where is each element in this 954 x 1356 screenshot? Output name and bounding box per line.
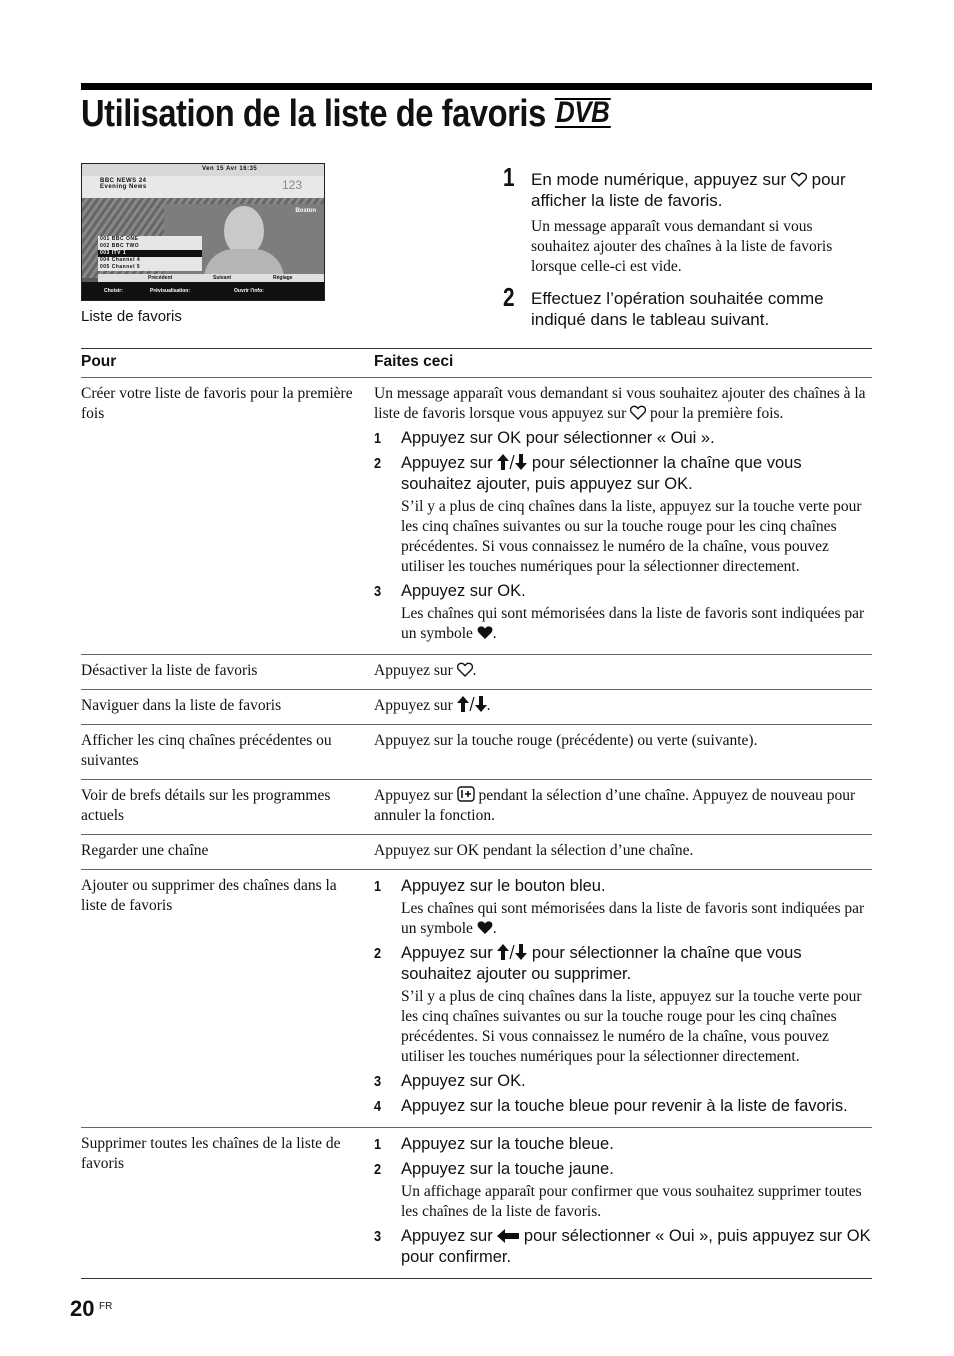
substep-note-text: Les chaînes qui sont mémorisées dans la liste de favoris sont indiquées par un symbole [401,605,865,642]
tv-nav-next: Suivant [213,275,232,281]
tv-nav-prev: Précédent [148,275,173,281]
tv-channel-number: 123 [281,178,302,192]
substep-text [401,1226,872,1268]
substep-note-text: Les chaînes qui sont mémorisées dans la liste de favoris sont indiquées par un symbole [401,900,865,937]
table-row [81,724,872,779]
substep-text [401,943,872,985]
substep [374,1226,872,1268]
tv-bottom-bar [82,282,324,301]
substep-text-b: pour sélectionner la chaîne que vous souhaitez ajouter, puis appuyez sur OK. [401,454,802,493]
tv-channel-name: BBC NEWS 24 [100,178,147,184]
substep-text-b: pour sélectionner « Oui », puis appuyez sur OK pour confirmer. [401,1227,871,1266]
row-instructions [374,876,872,1117]
substep [374,581,872,602]
screenshot-caption: Liste de favoris [81,308,182,325]
row-instructions: Appuyez sur OK pendant la sélection d’une chaîne. [374,842,694,859]
substep [374,428,872,449]
substep-number: 3 [374,583,382,600]
table-header [81,349,872,377]
tv-bottom-open: Ouvrir l'info: [234,288,264,294]
substep-text-a: Appuyez sur [401,944,493,962]
favorite-heart-icon [630,405,646,420]
substep-text: Appuyez sur la touche jaune. [401,1160,614,1178]
substep [374,943,872,985]
tv-bottom-preview: Prévisualisation: [150,288,191,294]
tv-location: Boston [295,208,316,214]
row-instructions-text: Appuyez sur [374,697,453,714]
tv-favorites-list [98,236,202,271]
step-2-number: 2 [503,282,515,312]
substep-text: Appuyez sur OK pour sélectionner « Oui ». [401,429,715,447]
row-instructions-text-a: Appuyez sur [374,787,453,804]
substep [374,453,872,495]
substep-number: 3 [374,1073,382,1090]
row-action: Naviguer dans la liste de favoris [81,697,282,714]
row-action: Créer votre liste de favoris pour la première fois [81,385,353,422]
page-title [81,93,611,136]
substep-note: S’il y a plus de cinq chaînes dans la liste, appuyez sur la touche verte pour les cinq chaînes suivantes ou sur la touche rouge pour les cinq chaînes précédentes. Si vous connaissez le numéro de la chaîne, vous pouvez utiliser les touches numériques pour la sélectionner directement. [401,988,862,1065]
tv-list-item: 001 BBC ONE [100,236,139,242]
substep-text: Appuyez sur OK. [401,582,526,600]
tv-date: Ven 15 Avr 16:35 [202,166,258,172]
row-instructions-text: Appuyez sur [374,662,453,679]
tv-programme-name: Evening News [100,184,147,190]
row-action: Voir de brefs détails sur les programmes actuels [81,787,331,824]
substep [374,876,872,897]
row-action: Afficher les cinq chaînes précédentes ou suivantes [81,732,332,769]
step-1-number: 1 [503,162,515,192]
substep-note: Les chaînes qui sont mémorisées dans la liste de favoris sont indiquées par un symbole . [401,605,865,642]
table-bottom-rule [81,1278,872,1279]
page-title-text: Utilisation de la liste de favoris [81,93,546,135]
row-instructions [374,786,872,826]
substep [374,1071,872,1092]
favorite-heart-icon [791,172,807,187]
table-header-pour: Pour [81,353,117,370]
actions-table [81,348,872,1279]
step-1-text [531,169,871,211]
substep-text-a: Appuyez sur [401,1227,493,1245]
row-action: Désactiver la liste de favoris [81,662,258,679]
tv-list-item: 004 Channel 4 [100,257,141,263]
row-action: Supprimer toutes les chaînes de la liste de favoris [81,1135,341,1172]
step-2-text: Effectuez l’opération souhaitée comme indiqué dans le tableau suivant. [531,289,824,329]
tv-nav-settings: Réglage [273,275,293,281]
table-row [81,654,872,689]
row-intro-text-a: Un message apparaît vous demandant si vous souhaitez ajouter des chaînes à la liste de favoris lorsque vous appuyez sur [374,385,866,422]
substep-number: 2 [374,455,382,472]
substep-number: 4 [374,1098,382,1115]
title-rule [81,83,872,90]
substep-number: 2 [374,945,382,962]
substep [374,1159,872,1180]
substep-number: 1 [374,430,382,447]
step-1-text-a: En mode numérique, appuyez sur [531,170,787,189]
row-action: Regarder une chaîne [81,842,209,859]
tv-channel-info [100,178,147,190]
substep-text: Appuyez sur OK. [401,1072,526,1090]
up-down-arrows-icon [497,944,527,960]
dvb-logo-icon: DVB [556,96,610,129]
substep-text: Appuyez sur la touche bleue pour revenir à la liste de favoris. [401,1097,848,1115]
substep-note: S’il y a plus de cinq chaînes dans la liste, appuyez sur la touche verte pour les cinq chaînes suivantes ou sur la touche rouge pour les cinq chaînes précédentes. Si vous connaissez le numéro de la chaîne, vous pouvez utiliser les touches numériques pour la sélectionner directement. [401,498,862,575]
substep-number: 3 [374,1228,382,1245]
substep-text [401,453,872,495]
favorites-list-screenshot [81,163,325,301]
row-intro [374,384,872,424]
up-down-arrows-icon [457,696,487,712]
table-row [81,377,872,654]
favorite-heart-solid-icon [477,920,493,935]
table-row [81,779,872,834]
row-instructions [374,1134,872,1268]
tv-list-item: 002 BBC TWO [100,243,140,249]
table-row [81,834,872,869]
row-instructions [374,384,872,644]
substep-number: 2 [374,1161,382,1178]
page-language: FR [99,1301,113,1312]
substep-note: Les chaînes qui sont mémorisées dans la liste de favoris sont indiquées par un symbole . [401,900,865,937]
row-instructions: Appuyez sur la touche rouge (précédente) ou verte (suivante). [374,732,758,749]
substep-text: Appuyez sur le bouton bleu. [401,877,606,895]
tv-bottom-choose: Choisir: [104,288,123,294]
substep [374,1096,872,1117]
table-row [81,689,872,724]
substep-text: Appuyez sur la touche bleue. [401,1135,614,1153]
substep-number: 1 [374,1136,382,1153]
left-arrow-icon [497,1229,519,1243]
substep [374,1134,872,1155]
favorite-heart-solid-icon [477,625,493,640]
favorite-heart-icon [457,662,473,677]
table-row [81,869,872,1127]
table-row [81,1127,872,1278]
substep-note: Un affichage apparaît pour confirmer que vous souhaitez supprimer toutes les chaînes de la liste de favoris. [401,1183,862,1220]
tv-list-item: 005 Channel 5 [100,264,141,270]
substep-text-a: Appuyez sur [401,454,493,472]
info-plus-icon [457,786,475,802]
row-intro-text-b: pour la première fois. [650,405,784,422]
row-instructions: Appuyez sur . [374,662,477,679]
substep-text-b: pour sélectionner la chaîne que vous souhaitez ajouter ou supprimer. [401,944,802,983]
tv-nav-bar [98,274,325,282]
table-header-faites-ceci: Faites ceci [374,353,454,370]
step-1-text-b: pour afficher la liste de favoris. [531,170,846,210]
tv-list-item-selected: 003 ITV 1 [98,250,202,257]
row-instructions: Appuyez sur . [374,697,491,714]
substep-number: 1 [374,878,382,895]
page-number: 20 [70,1296,95,1321]
row-instructions-text-b: pendant la sélection d’une chaîne. Appuyez de nouveau pour annuler la fonction. [374,787,856,824]
row-action: Ajouter ou supprimer des chaînes dans la liste de favoris [81,877,337,914]
step-1-note: Un message apparaît vous demandant si vous souhaitez ajouter des chaînes à la liste de favoris lorsque celle-ci est vide. [531,218,833,275]
up-down-arrows-icon [497,454,527,470]
